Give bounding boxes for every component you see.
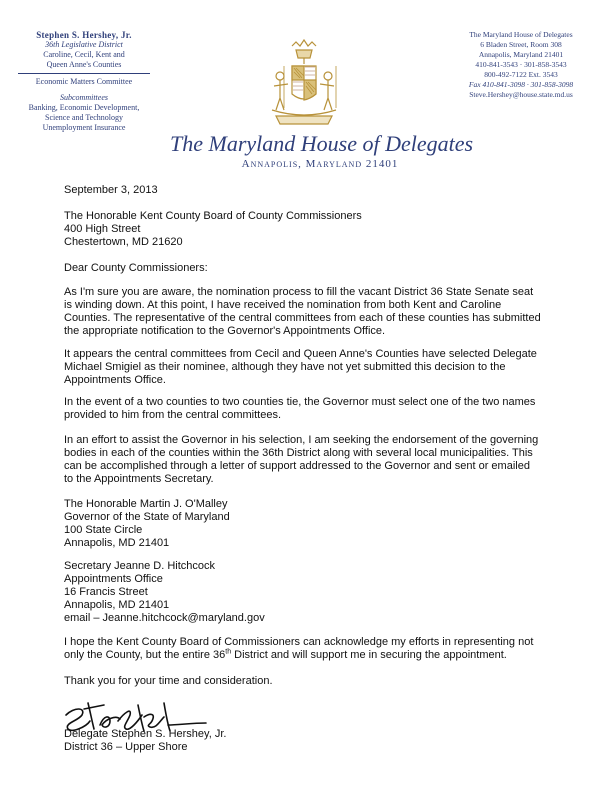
paragraph-line: In the event of a two counties to two counties tie, the Governor must select one of the two names xyxy=(64,396,536,408)
delegate-name: Stephen S. Hershey, Jr. xyxy=(36,30,132,40)
secretary-address xyxy=(64,560,548,625)
recipient-line: The Honorable Kent County Board of County Commissioners xyxy=(64,210,362,222)
paragraph-line: bodies in each of the counties within the 36th District along with several local municipalities. This xyxy=(64,447,533,459)
paragraph-line: In an effort to assist the Governor in his selection, I am seeking the endorsement of the governing xyxy=(64,434,539,446)
letterhead-subtitle: Annapolis, Maryland 21401 xyxy=(241,158,399,170)
recipient-address xyxy=(64,210,548,249)
paragraph-5 xyxy=(64,636,548,662)
paragraph-line: the appropriate notification to the Governor's Appointments Office. xyxy=(64,325,386,337)
letterhead-title: The Maryland House of Delegates xyxy=(170,131,474,156)
salutation: Dear County Commissioners: xyxy=(64,262,208,274)
paragraph-line: Michael Smigiel as their nominee, although they have not yet submitted this decision to the xyxy=(64,361,506,373)
recipient-line: Chestertown, MD 21620 xyxy=(64,236,183,248)
address-line: Annapolis, MD 21401 xyxy=(64,537,170,549)
letterhead-right xyxy=(446,30,596,100)
subcommittee-line-3: Unemployment Insurance xyxy=(42,123,126,132)
paragraph-4 xyxy=(64,434,548,486)
paragraph-line: Counties. The representative of the central committees from each of these counties has submitted xyxy=(64,312,541,324)
paragraph-text: only the County, but the entire 36 xyxy=(64,649,226,661)
paragraph-line: to the Appointments Secretary. xyxy=(64,473,214,485)
paragraph-text: District and will support me in securing the appointment. xyxy=(231,649,507,661)
address-line: Appointments Office xyxy=(64,573,163,585)
district-label: 36th Legislative District xyxy=(45,40,123,49)
signer-title: District 36 – Upper Shore xyxy=(64,741,188,753)
recipient-line: 400 High Street xyxy=(64,223,141,235)
paragraph-line: can be accomplished through a letter of support addressed to the Governor and sent or emailed xyxy=(64,460,530,472)
ordinal-suffix: th xyxy=(225,648,232,656)
paragraph-line: It appears the central committees from Cecil and Queen Anne's Counties have selected Delegate xyxy=(64,348,537,360)
subcommittee-line-2: Science and Technology xyxy=(45,113,123,122)
maryland-seal-icon xyxy=(262,36,346,130)
office-tollfree: 800-492-7122 Ext. 3543 xyxy=(484,70,558,79)
closing: Thank you for your time and consideration. xyxy=(64,675,273,687)
paragraph-line xyxy=(64,649,548,662)
governor-address xyxy=(64,498,548,550)
address-line: Secretary Jeanne D. Hitchcock xyxy=(64,560,216,572)
office-email: Steve.Hershey@house.state.md.us xyxy=(469,90,573,99)
letter-date: September 3, 2013 xyxy=(64,184,158,196)
subcommittees-label: Subcommittees xyxy=(60,93,108,102)
paragraph-1 xyxy=(64,286,548,338)
office-city: Annapolis, Maryland 21401 xyxy=(478,50,564,59)
address-line: The Honorable Martin J. O'Malley xyxy=(64,498,228,510)
paragraph-line: I hope the Kent County Board of Commissioners can acknowledge my efforts in representing not xyxy=(64,636,534,648)
address-line: 16 Francis Street xyxy=(64,586,148,598)
letterhead-left xyxy=(8,30,160,133)
counties-line-1: Caroline, Cecil, Kent and xyxy=(43,50,125,59)
address-line: Annapolis, MD 21401 xyxy=(64,599,170,611)
paragraph-line: is winding down. At this point, I have received the nomination from both Kent and Caroline xyxy=(64,299,502,311)
committee-name: Economic Matters Committee xyxy=(35,77,133,86)
office-phone: 410-841-3543 · 301-858-3543 xyxy=(475,60,567,69)
address-line: Governor of the State of Maryland xyxy=(64,511,230,523)
paragraph-line: Appointments Office. xyxy=(64,374,166,386)
office-fax: Fax 410-841-3098 · 301-858-3098 xyxy=(468,80,574,89)
counties-line-2: Queen Anne's Counties xyxy=(46,60,122,69)
paragraph-3 xyxy=(64,396,548,422)
signature-block xyxy=(64,728,548,754)
paragraph-line: provided to him from the central committees. xyxy=(64,409,282,421)
divider xyxy=(18,73,150,74)
signer-name: Delegate Stephen S. Hershey, Jr. xyxy=(64,728,227,740)
paragraph-line: As I'm sure you are aware, the nomination process to fill the vacant District 36 State Senate seat xyxy=(64,286,534,298)
paragraph-2 xyxy=(64,348,548,387)
office-street: 6 Bladen Street, Room 308 xyxy=(480,40,562,49)
office-name: The Maryland House of Delegates xyxy=(469,30,573,39)
subcommittee-line-1: Banking, Economic Development, xyxy=(28,103,140,112)
address-line: 100 State Circle xyxy=(64,524,143,536)
email-line: email – Jeanne.hitchcock@maryland.gov xyxy=(64,612,265,624)
